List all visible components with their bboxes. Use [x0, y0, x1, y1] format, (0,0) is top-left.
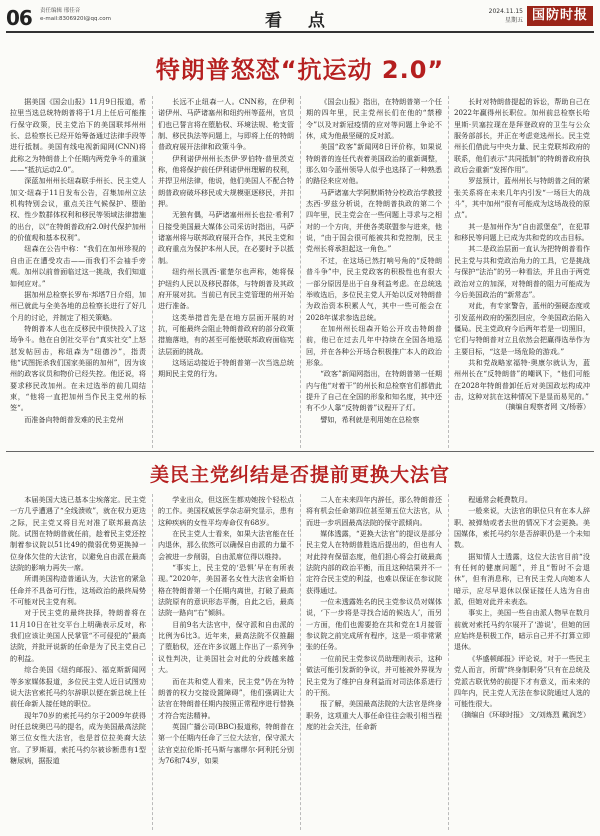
article1-paragraph: 纽森在公告中称：“我们在加州珍视的自由正在遭受攻击——而我们不会袖手旁观。加州以前曾面临过这一挑战，我们知道如何应对。”	[10, 244, 146, 288]
article2-column-4	[454, 494, 590, 830]
article1-paragraph: 罗兹预计，蓝州州长与特朗普之间的紧张关系将在未来几年内引发“一场巨大的战斗”，其中加州“很有可能成为这场战役的原点”。	[454, 176, 590, 220]
article2-paragraph: 对于民主党的最终抉择，特朗普将在11月10日在社交平台上明确表示反对，称我们应该让美国人民掌管“不可侵犯的”最高法院，并批评说新的任命是为了民主党自己的利益。	[10, 608, 146, 663]
editor-line: 责任编辑 邢佳音	[40, 8, 81, 14]
article1-paragraph: “政客”新闻网指出，在特朗普第一任期内与他“对着干”的州长和总检察官们都借此提升了自己在全国的形象和知名度，其中还有不少人靠“反特朗普”议程开了灯。	[306, 369, 442, 413]
article1-paragraph: 深蓝加州州长纽森联手州长、民主党人加文·纽森于11日发布公告，召集加州立法机构特别会议，重点关注气候保护、堕胎权、性少数群体权利和移民等领域法律措施的出台，以“在特朗普政府2.0时代保护加州的价值观和基本权利”。	[10, 176, 146, 243]
article1-column-4	[454, 96, 590, 448]
article2-paragraph: 二人在未来四年内辞任，那么特朗普还将有机会任命第四位甚至第五位大法官，从而进一步巩固最高法院的保守派倾向。	[306, 495, 442, 527]
article1-paragraph: 这场运动接近于特朗普第一次当选总统期间民主党的行为。	[158, 357, 294, 379]
article2-paragraph: 本届美国大选已基本尘埃落定。民主党一方几乎遭遇了“全线溃败”，就在权力更迭之际，民主党又将目光对准了联邦最高法院。试图在特朗普就任前，趁着民主党还控制着参议院以51比49的微弱优势更换掉一位身体欠佳的大法官，以避免自由派在最高法院的影响力再失一席。	[10, 495, 146, 573]
article2-paragraph: 所谓美国构造普通认为，大法官的紧急任命并不具备可行性，这场政治的最终局势不可能对民主党有利。	[10, 574, 146, 607]
newspaper-logo: 国防时报	[527, 6, 593, 26]
header-rule	[6, 31, 594, 33]
email-line: e-mail:8306920l@qq.com	[40, 16, 112, 22]
article2-paragraph: 一位未透露姓名的民主党参议员对媒体说，‘下一步将是寻找合适的候选人’，而另一方面，他们也需要抢在共和党在1月接管参议院之前完成所有程序，这是一项非常紧张的任务。	[306, 597, 442, 652]
article2-column-separator	[152, 494, 153, 830]
article1-paragraph: 长时对特朗普提起的诉讼，帮助自己在2022年赢得州长职位。加州前总检察长哈里斯·贝塞拉现在是拜登政府的卫生与公众服务部部长，并正在考虑竞选州长。民主党州长们借此与中央力量、民主党联邦政府的联系，他们表示“共同抵制”的特朗普政府执政后会重新“发挥作用”。	[454, 97, 590, 175]
article1-column-3	[306, 96, 442, 448]
issue-date: 2024.11.15	[488, 8, 523, 15]
article2-paragraph: 综合美国《纽约邮报》、福克斯新闻网等多家媒体报道，多位民主党人近日试图劝说大法官索托马约尔辞职以便在新总统上任前任命新人接任她的职位。	[10, 665, 146, 709]
article-divider	[6, 451, 594, 452]
article2-paragraph: “事实上，民主党的‘恐惧’早在有所表现。”2020年，美国著名女性大法官金斯伯格在特朗普第一个任期内离世，打破了最高法院原有的意识形态平衡，自此之后，最高法院一路向“右”倾斜。	[158, 563, 294, 618]
editor-info	[40, 7, 111, 23]
page-number: 06	[6, 6, 32, 30]
article2-paragraph: 事实上，美国一些自由派人物早在数月前就对索托马约尔展开了‘游说’，但她的回应始终是积极工作，暗示自己并不打算立即退休。	[454, 608, 590, 652]
article1-paragraph: 据美国《国会山报》11月9日报道，希拉里当选总统特朗普将于1月上任后可能推行保守政策，民主党治下的美国联邦州州长、总检察长已经开始筹备通过法律手段等进行抵制。美国有线电视新闻网(CNN)将此称之为特朗普上个任期内两党争斗的重演——“抵抗运动2.0”。	[10, 97, 146, 175]
article1-paragraph: 纽约州长凯西·霍楚尔也声称，她将保护纽约人民以及移民群体，与特朗普及其政府开展对抗。当前已有民主党管理的州开始进行准备。	[158, 267, 294, 311]
article2-column-separator	[300, 494, 301, 830]
article2-headline: 美民主党纠结是否提前更换大法官	[149, 464, 450, 486]
article1-column-separator	[300, 96, 301, 448]
article1-paragraph: 而准备向特朗普发难的民主党州	[24, 414, 124, 424]
article2-paragraph: 据知情人士透露，这位大法官目前“没有任何的健康问题”，并且“暂时不会退休”，但有消息称，已有民主党人向她本人暗示，应尽早退休以保证接任人选为自由派，但她对此并未表态。	[454, 551, 590, 607]
article1-paragraph: 无独有偶，马萨诸塞州州长也拉·希利7日接受美国最大媒体公司采访时指出，马萨诸塞州将与联邦政府展开合作，其民主党和政府重点为保护本州人民，在必要时予以抵制。	[158, 210, 294, 265]
article2-column-separator	[448, 494, 449, 830]
article1-paragraph: 这类举措首先是在地方层面开展的对抗，可能最终会阻止特朗普政府的部分政策措施落地，有的甚至可能使联邦政府面临宪法层面的挑战。	[158, 312, 294, 356]
article2-column-1	[10, 494, 146, 830]
article2-signature: （摘编自《环球时报》 文/刘炼烈 戴润芝）	[457, 710, 590, 719]
section-title: 看 点	[265, 11, 335, 31]
article1-column-separator	[152, 96, 153, 448]
article1-paragraph: 譬如，希利就是利用她在总检察	[320, 414, 420, 424]
article1-paragraph: 马萨诸塞大学阿默斯特分校政治学教授杰西·罗兹分析说，在特朗普执政的第二个四年里，民主党会在一些问题上寻求与之相对的一个方向，并使各类联盟参与进来，他说，“由于国会很可能被共和党控制，民主党州长将承担起这一角色。”	[306, 187, 442, 254]
article2-paragraph: 报了解，美国最高法院的大法官是终身职务，这项重大人事任命往往会吸引相当程度的社会关注，任命新	[306, 699, 442, 731]
article2-column-3	[306, 494, 442, 830]
article2-paragraph: 媒体透露，“更换大法官”的提议是部分民主党人在特朗普胜选后提出的，但也有人对此持有保留态度，他们担心将会打破最高法院内部的政治平衡，而且这种结果并不一定符合民主党的利益，也难以保证在参议院获得通过。	[306, 529, 442, 595]
article1-paragraph: 美国“政客”新闻网8日评价称，如果说特朗普的连任代表着美国政治的重新调整，那么如今蓝州领导人似乎也选择了一种熟悉的路径来应对他。	[306, 142, 442, 186]
article1-paragraph: 特朗普本人也在反移民中很快投入了这场争斗。他在自创社交平台“真实社交”上怒怼发帖回击，称纽森为“纽德沙”，指责他“试图扼杀我们国家美丽的加州”，因为该州的政客议员和物价已经失控。他还说，将要求移民改加州。在未过选举的前几周结束，“他将一直把加州当作民主党州的标签“。	[10, 323, 146, 413]
article2-paragraph: 《华盛顿邮报》评论说，对于一些民主党人而言，所谓“终身制职务”只有在总统及党派古联优势的前提下才有意义，而未来的四年内，民主党人无法在参议院通过人选的可能性很大。	[454, 653, 590, 709]
article1-paragraph: 不过，在这场已然打响号角的“反特朗普斗争”中，民主党政客的积极性也有很大一部分原因是出于自身利益考虑。在总统选举败选后，多位民主党人开始以反对特朗普为政治资本积累人气，其中一些可能会在2028年谋求参选总统。	[306, 255, 442, 322]
article2-paragraph: 一位前民主党参议员助理则表示，这种做法可能引发新的争议，并可能被外界视为民主党为了维护自身利益而对司法体系进行的干预。	[306, 653, 442, 697]
article1-paragraph: 伊利诺伊州州长杰伊·罗伯特·普里茨克称，他将保护前任伊利诺伊州理解的权利，并捍卫州法律，他说，他们美国人不配合特朗普政府破坏移民或大规模驱逐移民，并扣押。	[158, 153, 294, 209]
article1-paragraph: 对此，有专家警告，蓝州的强硬态度或引发蓝州政府的强烈回应，令美国政治陷入僵局。民主党政府今后两年若是一切照旧，它们与特朗普对立且依然会把赢得选举作为主要目标，“这是一场危险的游戏。”	[454, 301, 590, 356]
article1-body	[10, 96, 590, 448]
article1-signature: （摘编自观察者网 文/杨蓉）	[501, 403, 590, 412]
article2-paragraph: 一般来说，大法官的职位只有在本人辞职、被弹劾或者去世的情况下才会更换。美国媒体，索托马约尔是否辞职仍是一个未知数。	[454, 506, 590, 550]
article2-paragraph: 学业出众，但这医生都劝她按个轻松点的工作。美国权威医学杂志研究显示，患有这种疾病的女性平均寿命仅有68岁。	[158, 495, 294, 527]
article2-paragraph: 目前9名大法官中，保守派和自由派的比例为6比3。近年来，最高法院不仅推翻了堕胎权，还在许多议题上作出了一系列争议性判决，让美国社会对此的分歧越来越大。	[158, 619, 294, 675]
article2-paragraph: 而在共和党人看来，民主党“仍在为特朗普的权力交接设置障碍”，他们强调让大法官在特朗普任期内按照正常程序进行替换才符合宪法精神。	[158, 676, 294, 720]
article1-column-1	[10, 96, 146, 448]
page-header	[0, 0, 600, 34]
article2-paragraph: 程通常会耗费数月。	[468, 495, 533, 504]
article1-paragraph: 长远不止纽森一人。CNN称，在伊利诺伊州、马萨诸塞州和纽约州等蓝州，官员们也已誓言将在堕胎权、环境法规、枪支管制、移民执法等问题上，与即将上任的特朗普政府展开法律和政策斗争。	[158, 97, 294, 152]
article1-paragraph: 在加州州长纽森开始公开攻击特朗普前，他已在过去几年中持续在全国各地巡回，并在各种公开场合积极推广本人的政治形象。	[306, 323, 442, 367]
article1-paragraph: 共和党战略家福特·奥康尔就认为，蓝州州长在“反特朗普”的嘲讽下，“他们可能在2028年特朗普卸任后对美国政坛构成冲击，这种对抗在这种情况下是显而易见的。”	[454, 357, 590, 401]
article1-paragraph: 据加州总检察长罗布·邦塔7日介绍，加州已就此与全美各地的总检察长进行了好几个月的讨论，并制定了相关策略。	[10, 289, 146, 322]
article2-column-2	[158, 494, 294, 830]
article1-paragraph: 其一是加州作为“自由派堡垒”，在犯罪和移民等问题上已成为共和党的攻击目标。	[454, 221, 590, 243]
article1-paragraph: 其二是政治层面一直认为把特朗普看作民主党与共和党政治角力的工具，它是挑战与保护“法治”的另一种看法，并且由于两党政治对立的加深，对特朗普的阻力可能成为今后美国政治的“新常态”。	[454, 244, 590, 299]
article1-headline: 特朗普怒怼“抗运动 2.0”	[155, 56, 445, 84]
article2-paragraph: 现年70岁的索托马约尔于2009年获得时任总统奥巴马的提名，成为美国最高法院第三位女性大法官，也是首位拉美裔大法官。了罗斯福，索托马约尔被诊断患有1型糖尿病，据报道	[10, 710, 146, 765]
date-block	[485, 7, 523, 25]
article1-column-2	[158, 96, 294, 448]
article1-paragraph: 《国会山报》指出，在特朗普第一个任期的四年里，民主党州长们在他的“禁穆令”以及对新冠疫情的应对等问题上争论不休，成为他最坚硬的反对派。	[306, 97, 442, 141]
article2-paragraph: 英国广播公司(BBC)报道称，特朗普在第一个任期内任命了三位大法官，保守派大法官克拉伦斯·托马斯与塞缪尔·阿利托分别为76和74岁，如果	[158, 721, 294, 765]
article2-paragraph: 在民主党人士看来，如果大法官能在任内退休，那么依然可以确保自由派的力量不会被进一步削弱，自由派席位得以维持。	[158, 529, 294, 561]
issue-weekday: 星期五	[504, 17, 523, 24]
article2-body	[10, 494, 590, 830]
article1-column-separator	[448, 96, 449, 448]
